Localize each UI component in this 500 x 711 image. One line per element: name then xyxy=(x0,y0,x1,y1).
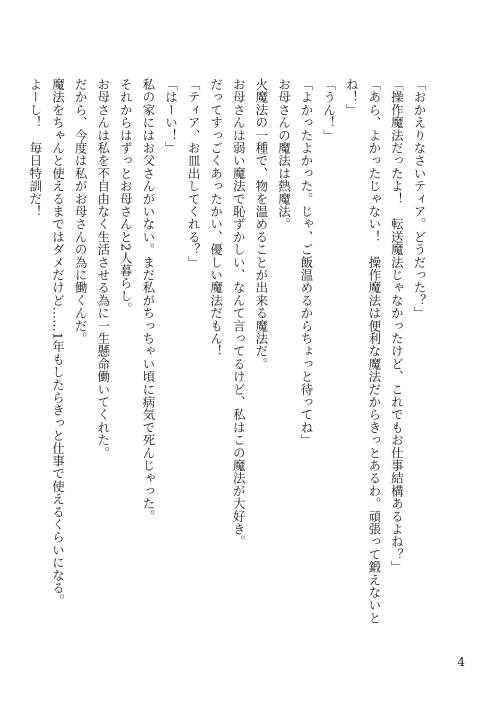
text-line: それからはずっとお母さんと2人暮らし。 xyxy=(118,78,134,315)
text-line: よーし！ 毎日特訓だ！ xyxy=(27,78,43,218)
text-line: 「よかったよかった。じゃ、ご飯温めるからちょっと待ってね」 xyxy=(299,78,315,447)
text-line: お母さんは私を不自由なく生活させる為に一生懸命働いてくれた。 xyxy=(95,78,111,459)
text-line: 「おかえりなさいティア。どうだった？」 xyxy=(412,78,427,320)
text-line: お母さんの魔法は熱魔法。 xyxy=(276,78,292,231)
text-line: 「ティア、お皿出してくれる？」 xyxy=(186,78,202,269)
text-line: ね！」 xyxy=(344,78,360,117)
vertical-text-body xyxy=(23,78,430,638)
text-line: 「操作魔法だったよ！ 転送魔法じゃなかったけど、これでもお仕事結構あるよね？」 xyxy=(389,78,405,574)
text-line: 火魔法の一種で、物を温めることが出来る魔法だ。 xyxy=(253,78,269,371)
text-line: だから、今度は私がお母さんの為に働くんだ。 xyxy=(73,78,89,345)
page-number: 4 xyxy=(457,655,465,669)
text-line: 私の家にはお父さんがいない。まだ私がちっちゃい頃に病気で死んじゃった。 xyxy=(140,78,156,523)
text-line: 「はーい！」 xyxy=(163,78,179,155)
text-line: お母さんは弱い魔法で恥ずかしい、なんて言ってるけど、私はこの魔法が大好き。 xyxy=(231,78,247,548)
text-line: 魔法をちゃんと使えるまではダメだけど……1年もしたらきっと仕事で使えるくらいになる。 xyxy=(50,78,66,607)
text-line: 「うん！」 xyxy=(321,78,337,142)
text-line: 「あら、よかったじゃない！ 操作魔法は便利な魔法だからきっとあるわ。頑張って鍛えないと xyxy=(366,78,382,625)
text-line: だってすっごくあったかい、優しい魔法だもん！ xyxy=(208,78,224,358)
